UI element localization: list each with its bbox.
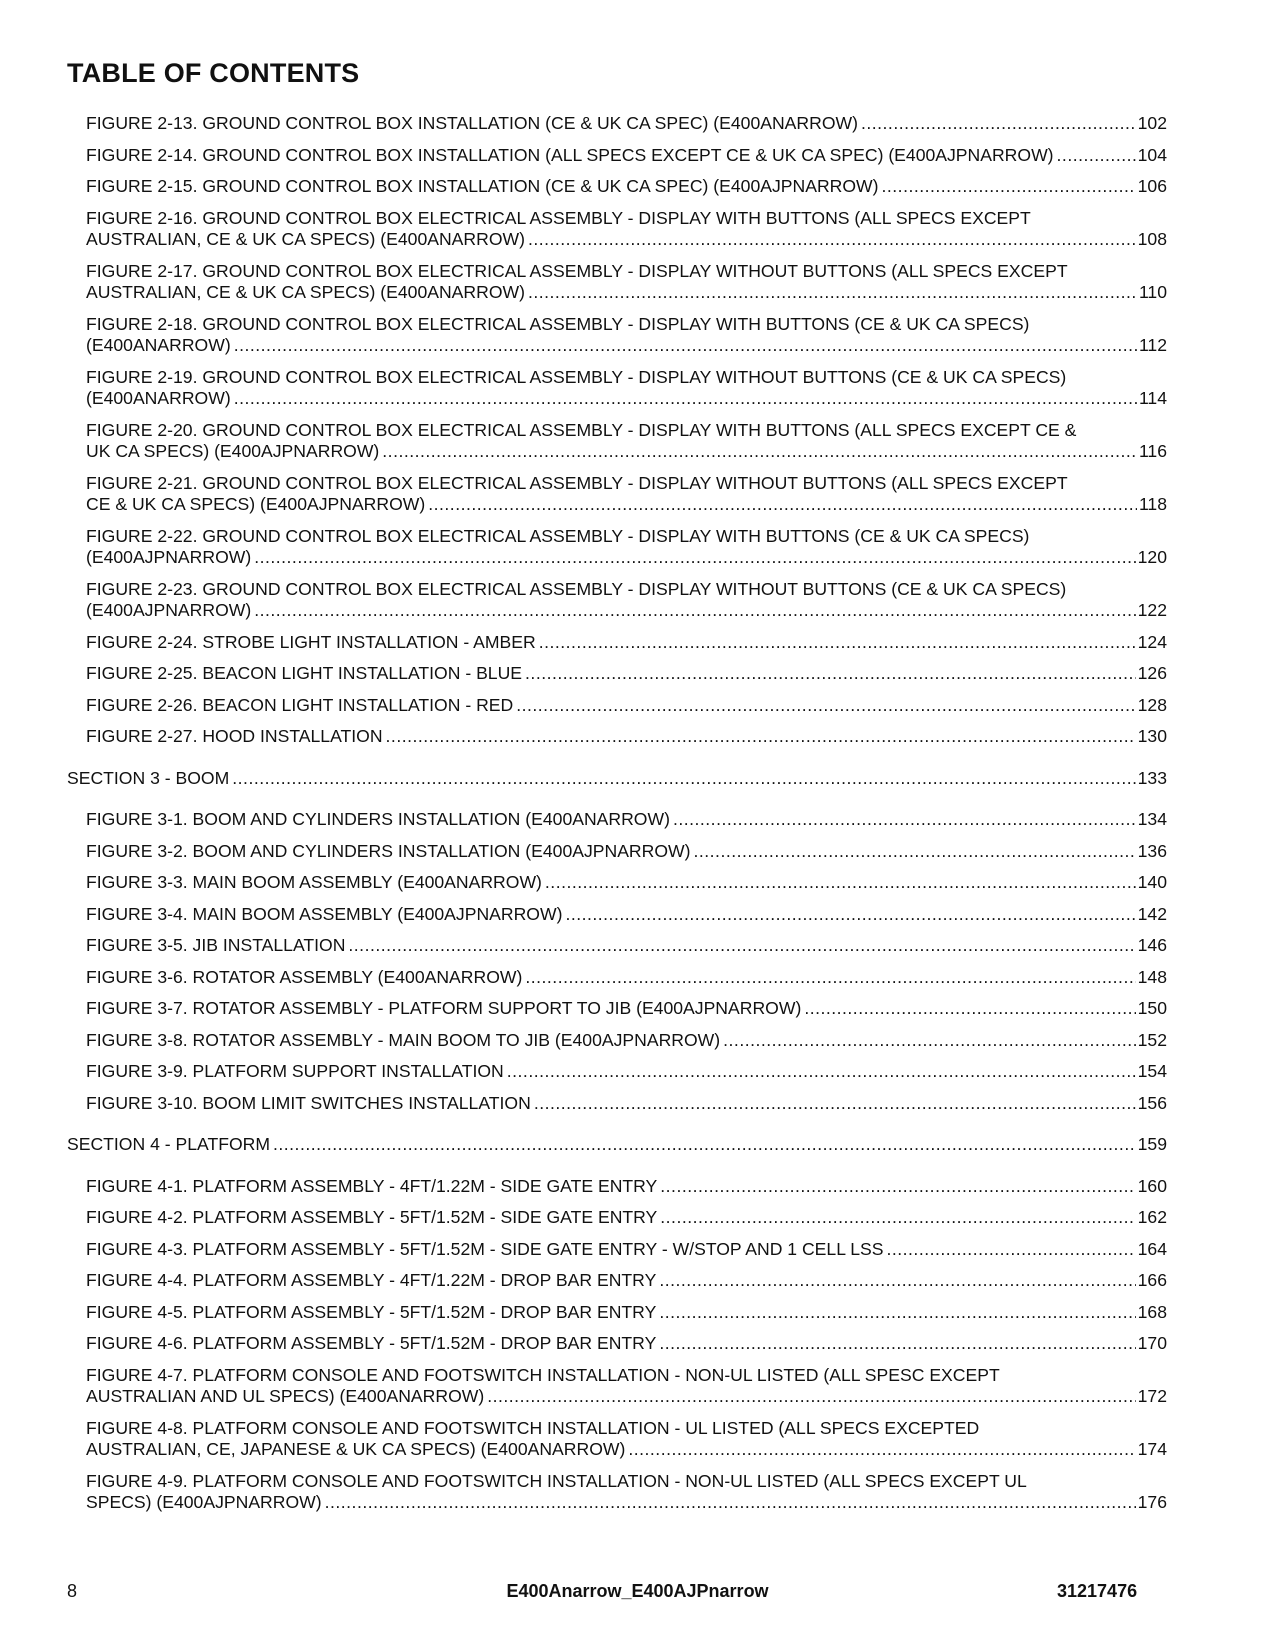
- entry-title-line: CE & UK CA SPECS) (E400AJPNARROW): [86, 494, 426, 514]
- toc-figure-entry[interactable]: [67, 1418, 1167, 1461]
- entry-page-number: 126: [1137, 663, 1167, 683]
- entry-page-number: 170: [1137, 1333, 1167, 1353]
- toc-figure-entry[interactable]: [67, 314, 1167, 357]
- entry-page-number: 156: [1137, 1092, 1167, 1113]
- toc-figure-entry[interactable]: [67, 145, 1167, 167]
- entry-title-line: FIGURE 3-8. ROTATOR ASSEMBLY - MAIN BOOM TO JIB (E400AJPNARROW): [86, 1029, 721, 1050]
- entry-page-number: 122: [1137, 600, 1167, 620]
- entry-page-number: 162: [1137, 1207, 1167, 1227]
- dot-leader: [861, 113, 1136, 135]
- table-of-contents: [67, 113, 1167, 1524]
- entry-page-number: 168: [1137, 1301, 1167, 1322]
- dot-leader: [525, 967, 1135, 989]
- entry-leader-line: [86, 1302, 1167, 1324]
- entry-page-number: 174: [1137, 1439, 1167, 1459]
- dot-leader: [234, 388, 1137, 410]
- entry-leader-line: [86, 145, 1167, 167]
- entry-title-line: FIGURE 2-19. GROUND CONTROL BOX ELECTRICAL ASSEMBLY - DISPLAY WITHOUT BUTTONS (CE & UK CA SPECS): [86, 366, 1067, 387]
- entry-page-number: 108: [1137, 229, 1167, 249]
- entry-leader-line: [86, 335, 1167, 357]
- dot-leader: [882, 176, 1136, 198]
- entry-leader-line: [86, 1093, 1167, 1115]
- entry-title-line: FIGURE 2-20. GROUND CONTROL BOX ELECTRICAL ASSEMBLY - DISPLAY WITH BUTTONS (ALL SPECS EXCEPT CE &: [86, 419, 1077, 440]
- entry-page-number: 133: [1137, 767, 1167, 788]
- entry-page-number: 120: [1137, 547, 1167, 567]
- toc-figure-entry[interactable]: [67, 935, 1167, 957]
- entry-leader-line: [86, 726, 1167, 748]
- dot-leader: [534, 1093, 1136, 1115]
- entry-title-line: FIGURE 3-5. JIB INSTALLATION: [86, 935, 346, 955]
- entry-title-line: FIGURE 4-8. PLATFORM CONSOLE AND FOOTSWITCH INSTALLATION - UL LISTED (ALL SPECS EXCEPTED: [86, 1417, 980, 1438]
- entry-page-number: 172: [1137, 1386, 1167, 1406]
- entry-title-line: SECTION 4 - PLATFORM: [67, 1134, 270, 1154]
- toc-figure-entry[interactable]: [67, 1176, 1167, 1198]
- entry-page-number: 128: [1137, 694, 1167, 715]
- entry-leader-line: [86, 547, 1167, 569]
- toc-figure-entry[interactable]: [67, 1093, 1167, 1115]
- entry-page-number: 146: [1137, 935, 1167, 955]
- dot-leader: [528, 282, 1137, 304]
- entry-page-number: 114: [1138, 388, 1167, 408]
- dot-leader: [659, 1270, 1135, 1292]
- entry-page-number: 160: [1137, 1175, 1167, 1196]
- page-footer: [0, 1581, 1275, 1605]
- toc-figure-entry[interactable]: [67, 113, 1167, 135]
- entry-page-number: 142: [1137, 903, 1167, 924]
- entry-title-line: SECTION 3 - BOOM: [67, 767, 230, 788]
- toc-figure-entry[interactable]: [67, 872, 1167, 894]
- entry-leader-line: [86, 695, 1167, 717]
- toc-figure-entry[interactable]: [67, 208, 1167, 251]
- entry-leader-line: [86, 998, 1167, 1020]
- entry-leader-line: [86, 282, 1167, 304]
- entry-leader-line: [86, 494, 1167, 516]
- entry-leader-line: [86, 904, 1167, 926]
- entry-title-line: FIGURE 2-22. GROUND CONTROL BOX ELECTRICAL ASSEMBLY - DISPLAY WITH BUTTONS (CE & UK CA SPECS): [86, 525, 1030, 546]
- toc-figure-entry[interactable]: [67, 809, 1167, 831]
- entry-leader-line: [86, 1386, 1167, 1408]
- entry-page-number: 112: [1138, 335, 1167, 355]
- entry-title-line: UK CA SPECS) (E400AJPNARROW): [86, 441, 380, 461]
- toc-figure-entry[interactable]: [67, 176, 1167, 198]
- entry-title-line: (E400AJPNARROW): [86, 547, 252, 567]
- dot-leader: [487, 1386, 1135, 1408]
- toc-figure-entry[interactable]: [67, 967, 1167, 989]
- toc-figure-entry[interactable]: [67, 726, 1167, 748]
- dot-leader: [507, 1061, 1136, 1083]
- entry-leader-line: [86, 967, 1167, 989]
- dot-leader: [325, 1492, 1136, 1514]
- entry-leader-line: [86, 1061, 1167, 1083]
- entry-title-line: FIGURE 2-18. GROUND CONTROL BOX ELECTRICAL ASSEMBLY - DISPLAY WITH BUTTONS (CE & UK CA SPECS): [86, 313, 1030, 334]
- toc-figure-entry[interactable]: [67, 1061, 1167, 1083]
- entry-title-line: FIGURE 4-6. PLATFORM ASSEMBLY - 5FT/1.52M - DROP BAR ENTRY: [86, 1333, 657, 1353]
- entry-title-line: FIGURE 2-21. GROUND CONTROL BOX ELECTRICAL ASSEMBLY - DISPLAY WITHOUT BUTTONS (ALL SPECS EXCEPT: [86, 472, 1068, 493]
- toc-figure-entry[interactable]: [67, 1365, 1167, 1408]
- entry-leader-line: [67, 1134, 1167, 1156]
- entry-leader-line: [86, 1030, 1167, 1052]
- entry-page-number: 104: [1137, 144, 1167, 165]
- entry-title-line: AUSTRALIAN, CE & UK CA SPECS) (E400ANARROW): [86, 282, 525, 302]
- entry-leader-line: [86, 841, 1167, 863]
- dot-leader: [694, 841, 1136, 863]
- entry-leader-line: [86, 1439, 1167, 1461]
- entry-title-line: (E400ANARROW): [86, 388, 231, 408]
- toc-figure-entry[interactable]: [67, 663, 1167, 685]
- entry-leader-line: [86, 935, 1167, 957]
- entry-page-number: 134: [1137, 809, 1167, 829]
- entry-leader-line: [86, 1176, 1167, 1198]
- entry-page-number: 102: [1137, 113, 1167, 133]
- entry-page-number: 118: [1138, 494, 1167, 514]
- dot-leader: [539, 632, 1136, 654]
- toc-figure-entry[interactable]: [67, 998, 1167, 1020]
- dot-leader: [273, 1134, 1136, 1156]
- dot-leader: [528, 229, 1136, 251]
- toc-figure-entry[interactable]: [67, 695, 1167, 717]
- toc-figure-entry[interactable]: [67, 420, 1167, 463]
- entry-title-line: FIGURE 3-2. BOOM AND CYLINDERS INSTALLATION (E400AJPNARROW): [86, 840, 691, 861]
- toc-figure-entry[interactable]: [67, 632, 1167, 654]
- entry-page-number: 124: [1137, 631, 1167, 652]
- entry-page-number: 130: [1137, 726, 1167, 746]
- entry-page-number: 140: [1137, 872, 1167, 892]
- entry-title-line: FIGURE 4-5. PLATFORM ASSEMBLY - 5FT/1.52M - DROP BAR ENTRY: [86, 1301, 657, 1322]
- entry-page-number: 159: [1137, 1134, 1167, 1154]
- entry-title-line: FIGURE 2-16. GROUND CONTROL BOX ELECTRICAL ASSEMBLY - DISPLAY WITH BUTTONS (ALL SPECS EXCEPT: [86, 207, 1031, 228]
- entry-title-line: FIGURE 3-3. MAIN BOOM ASSEMBLY (E400ANARROW): [86, 872, 542, 892]
- entry-leader-line: [86, 600, 1167, 622]
- entry-leader-line: [86, 1492, 1167, 1514]
- entry-leader-line: [86, 663, 1167, 685]
- entry-title-line: FIGURE 2-13. GROUND CONTROL BOX INSTALLATION (CE & UK CA SPEC) (E400ANARROW): [86, 113, 858, 133]
- entry-leader-line: [86, 872, 1167, 894]
- entry-leader-line: [67, 768, 1167, 790]
- dot-leader: [886, 1239, 1135, 1261]
- entry-title-line: SPECS) (E400AJPNARROW): [86, 1492, 322, 1512]
- toc-figure-entry[interactable]: [67, 1239, 1167, 1261]
- entry-leader-line: [86, 388, 1167, 410]
- entry-page-number: 106: [1137, 176, 1167, 196]
- dot-leader: [673, 809, 1136, 831]
- entry-leader-line: [86, 1270, 1167, 1292]
- toc-figure-entry[interactable]: [67, 473, 1167, 516]
- footer-part-number: 31217476: [1057, 1581, 1138, 1601]
- entry-title-line: FIGURE 3-1. BOOM AND CYLINDERS INSTALLATION (E400ANARROW): [86, 809, 670, 829]
- dot-leader: [660, 1176, 1135, 1198]
- entry-page-number: 136: [1137, 840, 1167, 861]
- toc-figure-entry[interactable]: [67, 1030, 1167, 1052]
- dot-leader: [254, 600, 1135, 622]
- toc-figure-entry[interactable]: [67, 367, 1167, 410]
- toc-figure-entry[interactable]: [67, 904, 1167, 926]
- entry-title-line: AUSTRALIAN AND UL SPECS) (E400ANARROW): [86, 1386, 485, 1406]
- toc-figure-entry[interactable]: [67, 261, 1167, 304]
- entry-title-line: FIGURE 3-9. PLATFORM SUPPORT INSTALLATION: [86, 1061, 504, 1081]
- toc-section-entry[interactable]: [67, 1134, 1167, 1156]
- dot-leader: [660, 1207, 1135, 1229]
- entry-page-number: 148: [1137, 966, 1167, 987]
- entry-leader-line: [86, 809, 1167, 831]
- entry-title-line: AUSTRALIAN, CE & UK CA SPECS) (E400ANARROW): [86, 229, 525, 249]
- entry-page-number: 110: [1138, 282, 1167, 302]
- toc-figure-entry[interactable]: [67, 1207, 1167, 1229]
- dot-leader: [382, 441, 1137, 463]
- entry-title-line: FIGURE 3-7. ROTATOR ASSEMBLY - PLATFORM SUPPORT TO JIB (E400AJPNARROW): [86, 998, 802, 1018]
- dot-leader: [348, 935, 1135, 957]
- dot-leader: [628, 1439, 1135, 1461]
- dot-leader: [723, 1030, 1135, 1052]
- entry-leader-line: [86, 632, 1167, 654]
- entry-leader-line: [86, 1207, 1167, 1229]
- entry-page-number: 150: [1137, 998, 1167, 1018]
- entry-title-line: FIGURE 2-15. GROUND CONTROL BOX INSTALLATION (CE & UK CA SPEC) (E400AJPNARROW): [86, 176, 879, 196]
- dot-leader: [545, 872, 1136, 894]
- entry-leader-line: [86, 176, 1167, 198]
- toc-section-entry[interactable]: [67, 768, 1167, 790]
- entry-title-line: FIGURE 2-23. GROUND CONTROL BOX ELECTRICAL ASSEMBLY - DISPLAY WITHOUT BUTTONS (CE & UK CA SPECS): [86, 578, 1067, 599]
- entry-title-line: FIGURE 4-1. PLATFORM ASSEMBLY - 4FT/1.22M - SIDE GATE ENTRY: [86, 1175, 658, 1196]
- entry-title-line: FIGURE 4-4. PLATFORM ASSEMBLY - 4FT/1.22M - DROP BAR ENTRY: [86, 1270, 657, 1290]
- dot-leader: [804, 998, 1135, 1020]
- toc-figure-entry[interactable]: [67, 1471, 1167, 1514]
- dot-leader: [516, 695, 1135, 717]
- dot-leader: [565, 904, 1135, 926]
- entry-leader-line: [86, 229, 1167, 251]
- entry-page-number: 166: [1137, 1270, 1167, 1290]
- entry-leader-line: [86, 1239, 1167, 1261]
- entry-title-line: FIGURE 3-6. ROTATOR ASSEMBLY (E400ANARROW): [86, 966, 523, 987]
- entry-title-line: FIGURE 4-7. PLATFORM CONSOLE AND FOOTSWITCH INSTALLATION - NON-UL LISTED (ALL SPESC EXCEPT: [86, 1364, 1000, 1385]
- toc-figure-entry[interactable]: [67, 841, 1167, 863]
- dot-leader: [386, 726, 1136, 748]
- entry-leader-line: [86, 113, 1167, 135]
- entry-title-line: FIGURE 3-10. BOOM LIMIT SWITCHES INSTALLATION: [86, 1092, 531, 1113]
- entry-page-number: 164: [1137, 1238, 1167, 1259]
- page-title: TABLE OF CONTENTS: [67, 58, 360, 88]
- entry-title-line: FIGURE 2-17. GROUND CONTROL BOX ELECTRICAL ASSEMBLY - DISPLAY WITHOUT BUTTONS (ALL SPECS EXCEPT: [86, 260, 1068, 281]
- entry-leader-line: [86, 441, 1167, 463]
- dot-leader: [1057, 145, 1136, 167]
- entry-page-number: 116: [1138, 441, 1167, 461]
- entry-title-line: FIGURE 4-2. PLATFORM ASSEMBLY - 5FT/1.52M - SIDE GATE ENTRY: [86, 1207, 658, 1227]
- entry-title-line: FIGURE 3-4. MAIN BOOM ASSEMBLY (E400AJPNARROW): [86, 903, 563, 924]
- entry-title-line: (E400AJPNARROW): [86, 600, 252, 620]
- dot-leader: [254, 547, 1135, 569]
- dot-leader: [232, 768, 1135, 790]
- entry-title-line: FIGURE 2-24. STROBE LIGHT INSTALLATION - AMBER: [86, 631, 536, 652]
- entry-page-number: 152: [1137, 1029, 1167, 1050]
- footer-page-number: 8: [67, 1581, 78, 1601]
- toc-figure-entry[interactable]: [67, 1333, 1167, 1355]
- dot-leader: [428, 494, 1137, 516]
- toc-figure-entry[interactable]: [67, 1302, 1167, 1324]
- toc-figure-entry[interactable]: [67, 526, 1167, 569]
- entry-title-line: AUSTRALIAN, CE, JAPANESE & UK CA SPECS) (E400ANARROW): [86, 1439, 626, 1459]
- entry-title-line: FIGURE 2-25. BEACON LIGHT INSTALLATION - BLUE: [86, 663, 523, 683]
- entry-title-line: FIGURE 2-14. GROUND CONTROL BOX INSTALLATION (ALL SPECS EXCEPT CE & UK CA SPEC) (E400AJPNARROW): [86, 144, 1054, 165]
- footer-document-name: E400Anarrow_E400AJPnarrow: [506, 1581, 769, 1601]
- dot-leader: [525, 663, 1136, 685]
- toc-figure-entry[interactable]: [67, 1270, 1167, 1292]
- entry-title-line: FIGURE 2-27. HOOD INSTALLATION: [86, 726, 383, 746]
- dot-leader: [659, 1302, 1135, 1324]
- entry-title-line: FIGURE 2-26. BEACON LIGHT INSTALLATION - RED: [86, 694, 514, 715]
- entry-leader-line: [86, 1333, 1167, 1355]
- toc-figure-entry[interactable]: [67, 579, 1167, 622]
- entry-title-line: FIGURE 4-3. PLATFORM ASSEMBLY - 5FT/1.52M - SIDE GATE ENTRY - W/STOP AND 1 CELL LSS: [86, 1238, 884, 1259]
- entry-page-number: 176: [1137, 1492, 1167, 1512]
- dot-leader: [659, 1333, 1135, 1355]
- entry-page-number: 154: [1137, 1061, 1167, 1081]
- entry-title-line: (E400ANARROW): [86, 335, 231, 355]
- entry-title-line: FIGURE 4-9. PLATFORM CONSOLE AND FOOTSWITCH INSTALLATION - NON-UL LISTED (ALL SPECS EXCEPT UL: [86, 1470, 1027, 1491]
- dot-leader: [234, 335, 1137, 357]
